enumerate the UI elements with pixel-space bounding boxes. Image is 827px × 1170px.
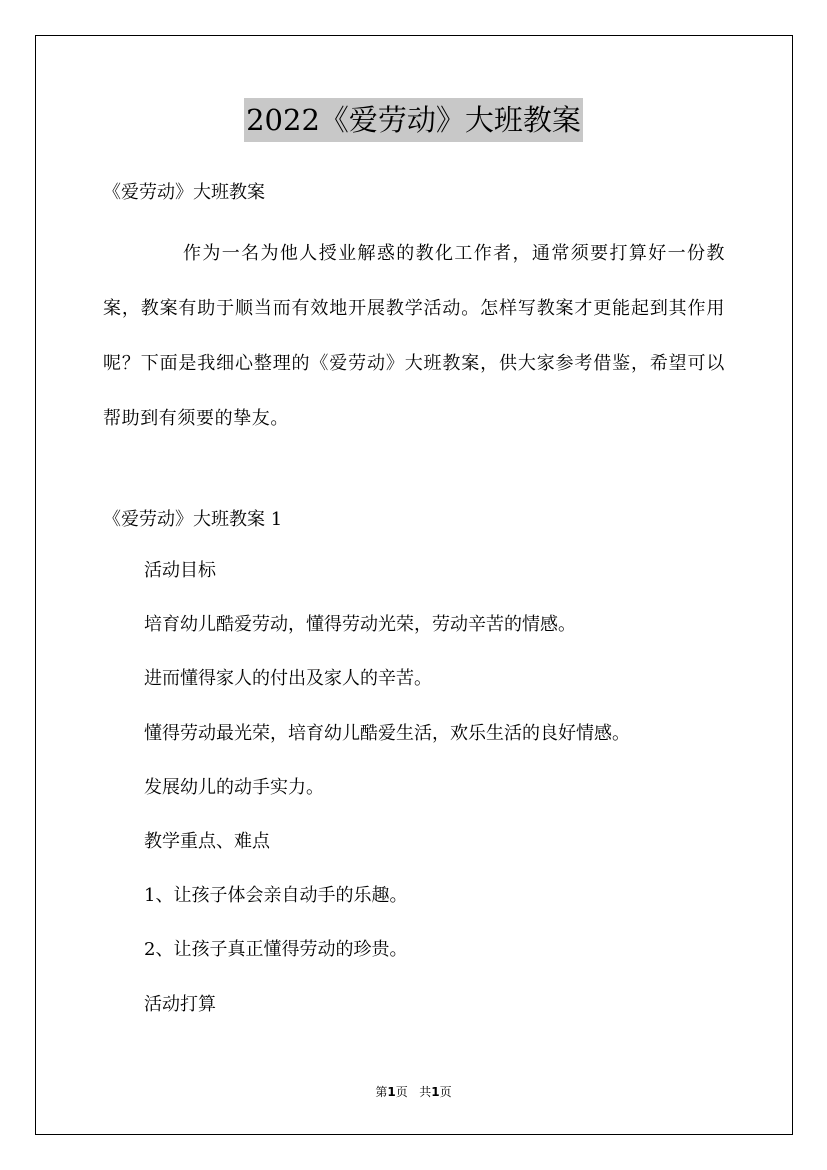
title-container	[0, 98, 827, 142]
content-line: 活动打算	[144, 993, 216, 1015]
document-title: 2022《爱劳动》大班教案	[244, 98, 583, 142]
content-line: 发展幼儿的动手实力。	[144, 776, 324, 798]
footer-page-number: 1	[387, 1085, 396, 1099]
content-line: 进而懂得家人的付出及家人的辛苦。	[144, 668, 432, 690]
content-line: 1、让孩子体会亲自动手的乐趣。	[144, 885, 408, 907]
document-subtitle: 《爱劳动》大班教案	[103, 182, 265, 203]
content-line: 培育幼儿酷爱劳动，懂得劳动光荣，劳动辛苦的情感。	[144, 614, 576, 636]
footer-page-prefix: 第	[375, 1085, 388, 1099]
content-line: 懂得劳动最光荣，培育幼儿酷爱生活，欢乐生活的良好情感。	[144, 722, 630, 744]
content-line: 活动目标	[144, 560, 216, 581]
footer-total-number: 1	[431, 1085, 440, 1099]
footer-page-unit: 页	[395, 1085, 408, 1099]
footer-total-prefix: 共	[419, 1085, 432, 1099]
content-list	[144, 556, 630, 1044]
section-heading: 《爱劳动》大班教案 1	[103, 509, 283, 530]
content-line: 2、让孩子真正懂得劳动的珍贵。	[144, 939, 408, 961]
footer-total-unit: 页	[439, 1085, 452, 1099]
intro-paragraph: 作为一名为他人授业解惑的教化工作者，通常须要打算好一份教案，教案有助于顺当而有效地开展教学活动。怎样写教案才更能起到其作用呢？下面是我细心整理的《爱劳动》大班教案，供大家参考借鉴，希望可以帮助到有须要的挚友。	[103, 243, 725, 429]
content-line: 教学重点、难点	[144, 830, 270, 852]
page-footer	[0, 1083, 827, 1100]
